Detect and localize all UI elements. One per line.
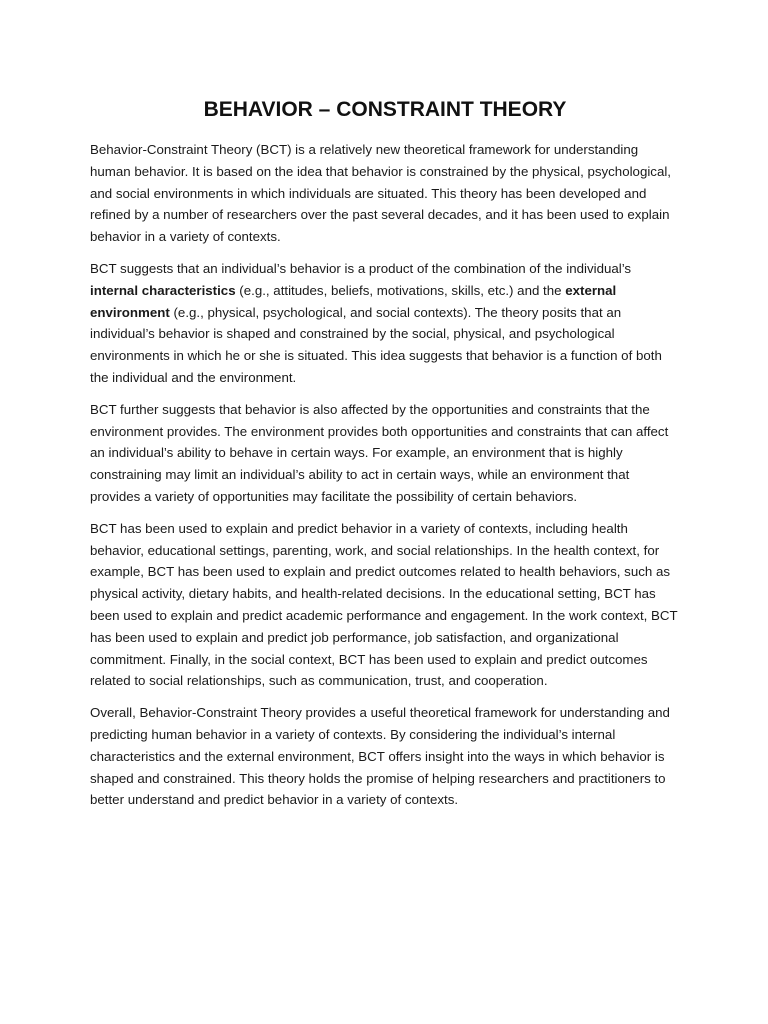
paragraph-conclusion: Overall, Behavior-Constraint Theory provides a useful theoretical framework for understanding and predicting human behavior in a variety of contexts. By considering the individual’s internal characteristics and the external environment, BCT offers insight into the ways in which behavior is shaped and constrained. This theory holds the promise of helping researchers and practitioners to better understand and predict behavior in a variety of contexts. [90,705,670,808]
paragraph-opportunities: BCT further suggests that behavior is also affected by the opportunities and constraints that the environment provides. The environment provides both opportunities and constraints that can affect an individual’s ability to behave in certain ways. For example, an environment that is highly constraining may limit an individual’s ability to act in certain ways, while an environment that provides a variety of opportunities may facilitate the possibility of certain behaviors. [90,401,669,504]
paragraph-applications: BCT has been used to explain and predict behavior in a variety of contexts, including health behavior, educational settings, parenting, work, and social relationships. In the health context, for example, BCT has been used to explain and predict outcomes related to health behaviors, such as physical activity, dietary habits, and health-related decisions. In the educational setting, BCT has been used to explain and predict academic performance and engagement. In the work context, BCT has been used to explain and predict job performance, job satisfaction, and organizational commitment. Finally, in the social context, BCT has been used to explain and predict outcomes related to social relationships, such as communication, trust, and cooperation. [90,520,678,689]
bold-term-internal-characteristics: internal characteristics [90,282,236,298]
paragraph-components [90,258,680,389]
paragraph-text: BCT suggests that an individual’s behavior is a product of the combination of the individual’s [90,260,632,276]
paragraph-text: (e.g., attitudes, beliefs, motivations, skills, etc.) and the [235,282,566,298]
bold-term-external-environment: external environment [90,282,617,320]
paragraph-text: (e.g., physical, psychological, and social contexts). The theory posits that an individual’s behavior is shaped and constrained by the social, physical, and psychological environments in which he or she is situated. This idea suggests that behavior is a function of both the individual and the environment. [90,304,662,385]
page-title: BEHAVIOR – CONSTRAINT THEORY [203,98,567,121]
document-page [90,96,680,821]
paragraph-intro: Behavior-Constraint Theory (BCT) is a relatively new theoretical framework for understanding human behavior. It is based on the idea that behavior is constrained by the physical, psychological, and social environments in which individuals are situated. This theory has been developed and refined by a number of researchers over the past several decades, and it has been used to explain behavior in a variety of contexts. [90,142,671,245]
